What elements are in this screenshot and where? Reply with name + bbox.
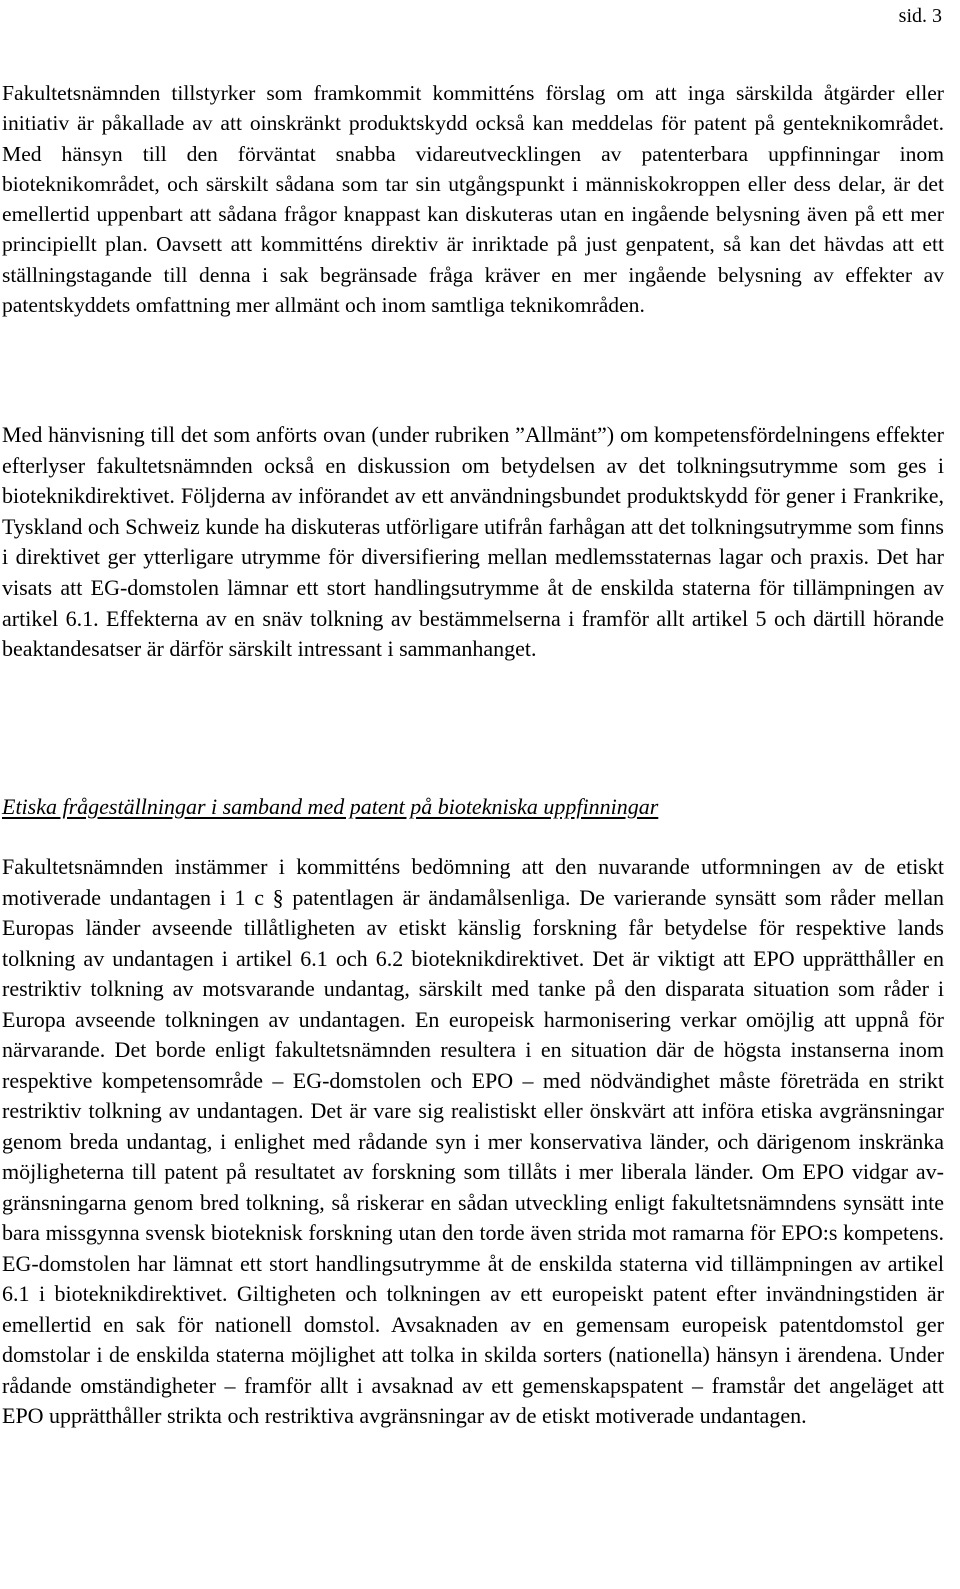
section-heading-ethics: Etiska frågeställningar i samband med patent på biotekniska uppfinningar <box>2 794 659 819</box>
paragraph-competence-distribution: Med hänvisning till det som anförts ovan (under rubriken ”Allmänt”) om kompetensfördelningens effekter efterlyser fakultetsnämnden också en diskussion om betydelsen av det tolkningsutrymme som ges i bioteknikdirektivet. Följderna av införandet av ett användningsbundet produktskydd för gener i Frankrike, Tyskland och Schweiz kunde ha diskuteras utförligare utifrån farhågan att det tolkningsutrymme som finns i direktivet ger ytterligare utrymme för diversifiering mellan medlemsstaternas lagar och praxis. Det har visats att EG-domstolen lämnar ett stort handlingsutrymme åt de enskilda staterna för tillämpningen av artikel 6.1. Effekterna av en snäv tolkning av bestämmelserna i framför allt artikel 5 och därtill hörande beaktandesatser är därför särskilt intressant i sammanhanget. <box>2 422 944 662</box>
page-number: sid. 3 <box>898 5 942 27</box>
paragraph-product-protection: Fakultetsnämnden tillstyrker som framkommit kommitténs förslag om att inga särskilda åtgärder eller initiativ är påkallade av att oinskränkt produktskydd också kan meddelas för patent på genteknikområdet. Med hänsyn till den förväntat snabba vidareutvecklingen av patenterbara uppfinningar inom bioteknikområdet, och särskilt sådana som tar sin utgångspunkt i människokroppen eller dess delar, är det emellertid uppenbart att sådana frågor knappast kan diskuteras utan en ingående belysning även på ett mer principiellt plan. Oavsett att kommitténs direktiv är inriktade på just genpatent, så kan det hävdas att ett ställningstagande till denna i sak begränsade fråga kräver en mer ingående belysning av effekter av patentskyddets omfattning mer allmänt och inom samtliga teknikområden. <box>2 81 944 318</box>
paragraph-ethical-exceptions: Fakultetsnämnden instämmer i kommitténs bedömning att den nuvarande utformningen av de etiskt motiverade undantagen i 1 c § patentlagen är ändamålsenliga. De varierande synsätt som råder mellan Europas länder avseende tillåtligheten av etiskt känslig forskning får betydelse för respektive lands tolkning av undantagen i artikel 6.1 och 6.2 bioteknikdirektivet. Det är viktigt att EPO upprätthåller en restriktiv tolkning av motsvarande undantag, särskilt med tanke på den disparata situation som råder i Europa avseende tolkningen av undantagen. En europeisk harmonisering verkar omöjlig att uppnå för närvarande. Det borde enligt fakultetsnämnden resultera i en situation där de högsta instanserna inom respektive kompetensområde – EG-domstolen och EPO – med nödvändighet måste företräda en strikt restriktiv tolkning av undantagen. Det är vare sig realistiskt eller önskvärt att införa etiska avgränsningar genom breda undantag, i enlighet med rådande syn i mer konservativa länder, och därigenom inskränka möjligheterna till patent på resultatet av forskning som tillåts i mer liberala länder. Om EPO vidgar avgränsningarna genom bred tolkning, så riskerar en sådan utveckling enligt fakultetsnämndens synsätt inte bara missgynna svensk bioteknisk forskning utan den torde även strida mot ramarna för EPO:s kompetens. EG-domstolen har lämnat ett stort handlingsutrymme åt de enskilda staterna vid tillämpningen av artikel 6.1 i bioteknikdirektivet. Giltigheten och tolkningen av ett europeiskt patent efter invändningstiden är emellertid en sak för nationell domstol. Avsaknaden av en gemensam europeisk patentdomstol ger domstolar i de enskilda staterna möjlighet att tolka in skilda sorters (nationella) hänsyn i ärendena. Under rådande omständigheter – framför allt i avsaknad av ett gemenskapspatent – framstår det angeläget att EPO upprätthåller strikta och restriktiva avgränsningar av de etiskt motiverade undantagen. <box>2 854 944 1428</box>
